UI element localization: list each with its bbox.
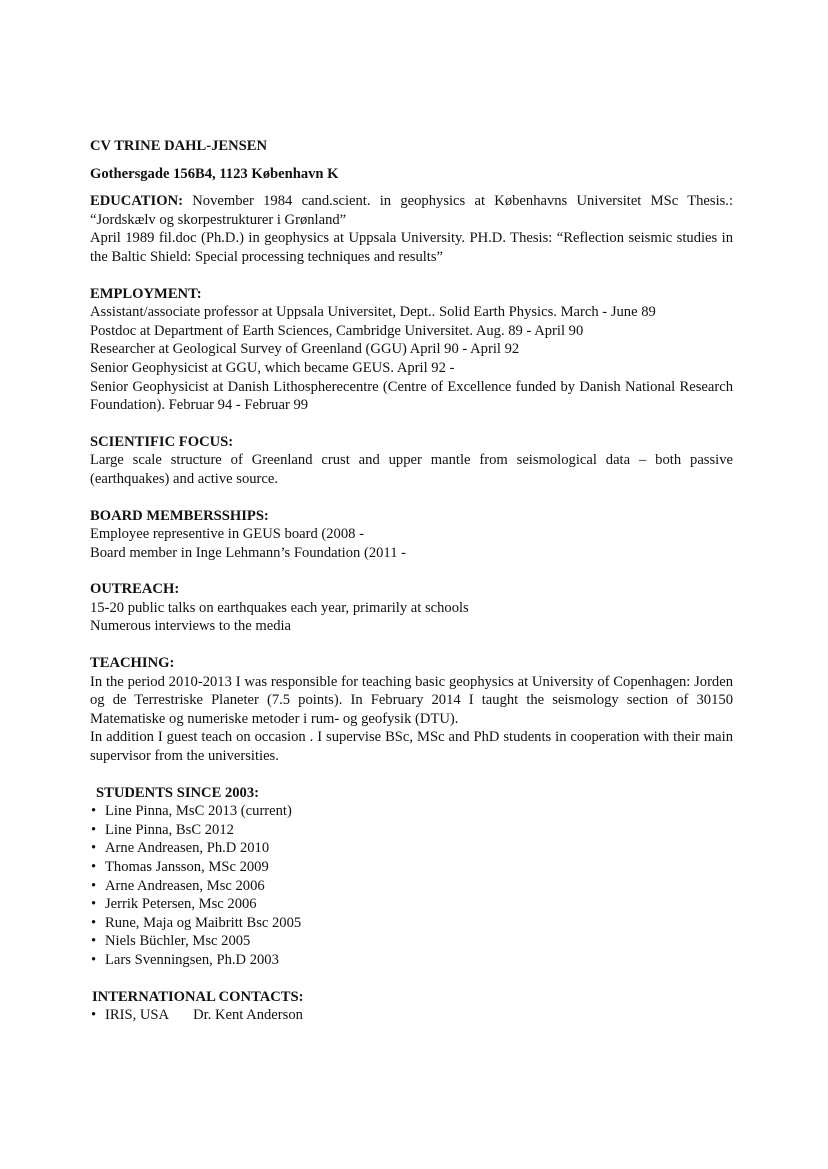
scientific-focus-section [90, 433, 733, 489]
student-item: • Lars Svenningsen, Ph.D 2003 [90, 951, 733, 970]
student-item: • Arne Andreasen, Msc 2006 [90, 877, 733, 896]
contact-org: IRIS, USA [105, 1007, 170, 1024]
board-section [90, 507, 733, 563]
cv-title: CV TRINE DAHL-JENSEN [90, 138, 268, 154]
scientific-focus-text: Large scale structure of Greenland crust and upper mantle from seismological data – both passive (earthquakes) and active source. [90, 452, 733, 487]
contacts-list [90, 1006, 733, 1025]
address: Gothersgade 156B4, 1123 København K [90, 165, 339, 182]
student-item: • Niels Büchler, Msc 2005 [90, 932, 733, 951]
employment-heading: EMPLOYMENT: [90, 285, 202, 302]
employment-item: Postdoc at Department of Earth Sciences, Cambridge Universitet. Aug. 89 - April 90 [90, 322, 584, 339]
cv-content [90, 137, 733, 1043]
students-list [90, 802, 733, 969]
student-item: • Line Pinna, MsC 2013 (current) [90, 802, 733, 821]
education-text-1: November 1984 cand.scient. in geophysics at Københavns Universitet MSc Thesis.: “Jordskælv og skorpestrukturer i Grønland” [90, 193, 734, 228]
contact-person: Dr. Kent Anderson [193, 1007, 303, 1024]
education-text-2: April 1989 fil.doc (Ph.D.) in geophysics at Uppsala University. PH.D. Thesis: “Reflection seismic studies in the Baltic Shield: Special processing techniques and results” [90, 230, 733, 265]
board-item: Employee representive in GEUS board (2008 - [90, 526, 364, 543]
teaching-text-1: In the period 2010-2013 I was responsible for teaching basic geophysics at University of Copenhagen: Jorden og de Terrestriske Planeter (7.5 points). In February 2014 I taught the seismology section of 30150 Matematiske og numeriske metoder i rum- og geofysik (DTU). [90, 673, 733, 727]
outreach-section [90, 580, 733, 636]
contacts-heading: INTERNATIONAL CONTACTS: [92, 988, 304, 1005]
outreach-heading: OUTREACH: [90, 581, 180, 598]
teaching-text-2: In addition I guest teach on occasion . I supervise BSc, MSc and PhD students in cooperation with their main supervisor from the universities. [90, 729, 733, 765]
education-section [90, 192, 733, 266]
employment-item: Senior Geophysicist at GGU, which became GEUS. April 92 - [90, 359, 455, 376]
contacts-section [90, 988, 733, 1025]
students-section [90, 784, 733, 970]
teaching-heading: TEACHING: [90, 655, 175, 672]
student-item: • Arne Andreasen, Ph.D 2010 [90, 839, 733, 858]
employment-item: Senior Geophysicist at Danish Lithospherecentre (Centre of Excellence funded by Danish National Research Foundation). Februar 94 - Februar 99 [90, 378, 733, 414]
student-item: • Jerrik Petersen, Msc 2006 [90, 895, 733, 914]
board-heading: BOARD MEMBERSSHIPS: [90, 507, 269, 524]
employment-section [90, 285, 733, 415]
outreach-item: 15-20 public talks on earthquakes each year, primarily at schools [90, 599, 469, 616]
students-heading: STUDENTS SINCE 2003: [96, 784, 260, 801]
employment-item: Assistant/associate professor at Uppsala Universitet, Dept.. Solid Earth Physics. March - June 89 [90, 304, 656, 321]
student-item: • Rune, Maja og Maibritt Bsc 2005 [90, 914, 733, 933]
employment-item: Researcher at Geological Survey of Greenland (GGU) April 90 - April 92 [90, 341, 520, 358]
outreach-item: Numerous interviews to the media [90, 618, 292, 635]
teaching-section [90, 654, 733, 766]
board-item: Board member in Inge Lehmann’s Foundation (2011 - [90, 544, 406, 561]
student-item: • Line Pinna, BsC 2012 [90, 821, 733, 840]
education-heading: EDUCATION: [90, 193, 183, 210]
student-item: • Thomas Jansson, MSc 2009 [90, 858, 733, 877]
contact-item [90, 1006, 733, 1025]
scientific-focus-heading: SCIENTIFIC FOCUS: [90, 433, 234, 450]
